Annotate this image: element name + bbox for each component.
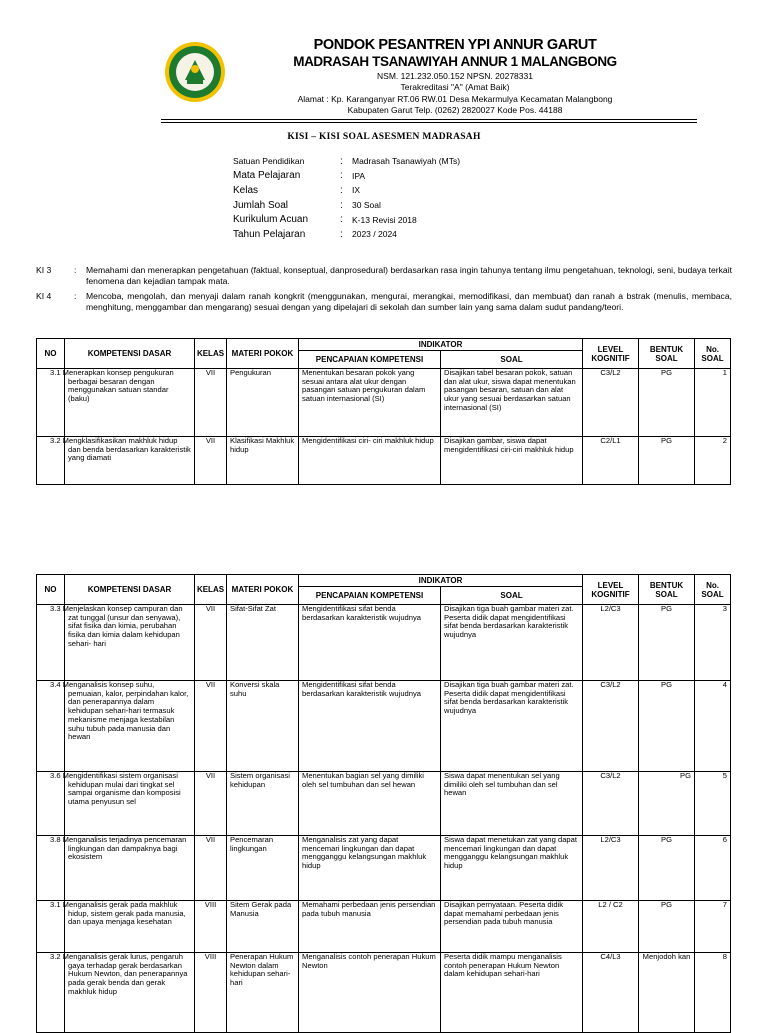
school-name: MADRASAH TSANAWIYAH ANNUR 1 MALANGBONG (293, 54, 617, 69)
info-value: 2023 / 2024 (352, 229, 397, 240)
header-no-soal: No. SOAL (695, 339, 731, 369)
ki-text: Memahami dan menerapkan pengetahuan (faktual, konseptual, danprosedural) berdasarkan rasa ingin tahunya tentang ilmu pengetahuan, teknologi, seni, budaya terkait fenomena dan kejadian tampak mata. (86, 265, 732, 286)
info-colon: : (340, 155, 343, 167)
institution-name: PONDOK PESANTREN YPI ANNUR GARUT (313, 37, 597, 53)
ki-text: Mencoba, mengolah, dan menyaji dalam ranah kongkrit (menggunakan, mengurai, merangkai, memodifikasi, dan membuat) dan ranah a bstrak (menulis, membaca, menghitung, menggambar dan mengarang) sesuai dengan yang dipelajari di sekolah dan sumber lain yang sama dalam sudut pandang/teori. (86, 291, 732, 312)
no-soal-cell: 7 (695, 901, 731, 953)
materi-cell: Pencemaran lingkungan (227, 836, 299, 901)
bentuk-cell: PG (639, 836, 695, 901)
header-pencapaian: PENCAPAIAN KOMPETENSI (299, 587, 441, 605)
no-soal-cell: 8 (695, 953, 731, 1033)
no-soal-cell: 4 (695, 681, 731, 772)
materi-cell: Konversi skala suhu (227, 681, 299, 772)
level-cell: C3/L2 (583, 681, 639, 772)
level-cell: C4/L3 (583, 953, 639, 1033)
row-no-cell (37, 836, 65, 901)
no-soal-cell: 5 (695, 772, 731, 836)
info-label: Kelas (233, 184, 259, 196)
table-row (37, 681, 731, 772)
materi-cell: Sitem Gerak pada Manusia (227, 901, 299, 953)
info-row (233, 154, 460, 169)
kompetensi-dasar-cell: 3.4 Menganalisis konsep suhu, pemuaian, kalor, perpindahan kalor, dan penerapannya dalam kehidupan sehari-hari termasuk mekanisme menjaga kestabilan suhu tubuh pada manusia dan hewan (65, 681, 195, 772)
header-pencapaian: PENCAPAIAN KOMPETENSI (299, 351, 441, 369)
row-no-cell (37, 605, 65, 681)
header-kompetensi-dasar: KOMPETENSI DASAR (65, 339, 195, 369)
kelas-cell: VII (195, 772, 227, 836)
kompetensi-dasar-cell: 3.6 Mengidentifikasi sistem organisasi kehidupan mulai dari tingkat sel sampai organisme dan komposisi utama penyusun sel (65, 772, 195, 836)
ki-4 (36, 291, 732, 312)
bentuk-cell: PG (639, 369, 695, 437)
ki-colon: : (74, 265, 77, 275)
materi-cell: Klasifikasi Makhluk hidup (227, 437, 299, 485)
info-label: Tahun Pelajaran (233, 228, 306, 240)
soal-cell: Siswa dapat menentukan sel yang dimiliki oleh sel tumbuhan dan sel hewan (441, 772, 583, 836)
ki-code: KI 3 (36, 265, 52, 275)
kompetensi-dasar-cell: 3.8 Menganalisis terjadinya pencemaran lingkungan dan dampaknya bagi ekosistem (65, 836, 195, 901)
soal-cell: Disajikan gambar, siswa dapat mengidentifikasi ciri-ciri makhluk hidup (441, 437, 583, 485)
bentuk-cell: PG (639, 605, 695, 681)
info-colon: : (340, 199, 343, 211)
kelas-cell: VII (195, 836, 227, 901)
header-bentuk-soal: BENTUK SOAL (639, 575, 695, 605)
info-label: Jumlah Soal (233, 199, 289, 211)
info-colon: : (340, 170, 343, 182)
info-value: K-13 Revisi 2018 (352, 214, 417, 225)
info-colon: : (340, 184, 343, 196)
header-no: NO (37, 339, 65, 369)
level-cell: L2/C3 (583, 836, 639, 901)
table-row (37, 901, 731, 953)
soal-cell: Disajikan tabel besaran pokok, satuan dan alat ukur, siswa dapat menentukan pasangan besaran, satuan dan alat ukur yang sesuai berdasarkan satuan internasional (SI) (441, 369, 583, 437)
pencapaian-cell: Menentukan besaran pokok yang sesuai antara alat ukur dengan pasangan satuan pengukuran dalam satuan internasional (SI) (299, 369, 441, 437)
materi-cell: Pengukuran (227, 369, 299, 437)
header-level-kognitif: LEVEL KOGNITIF (583, 575, 639, 605)
soal-cell: Peserta didik mampu menganalisis contoh penerapan Hukum Newton dalam kehidupan sehari-hari (441, 953, 583, 1033)
header-materi-pokok: MATERI POKOK (227, 575, 299, 605)
info-row (233, 212, 460, 227)
info-value: Madrasah Tsanawiyah (MTs) (352, 156, 461, 167)
table-row (37, 836, 731, 901)
row-no-cell (37, 369, 65, 437)
level-cell: C3/L2 (583, 772, 639, 836)
header-no: NO (37, 575, 65, 605)
kisi-table-1 (36, 338, 731, 485)
info-colon: : (340, 228, 343, 240)
info-row (233, 183, 460, 198)
soal-cell: Siswa dapat menetukan zat yang dapat mencemari lingkungan dan dapat mengganggu kelangsungan makhluk hidup (441, 836, 583, 901)
table-row (37, 953, 731, 1033)
header-bentuk-soal: BENTUK SOAL (639, 339, 695, 369)
header-materi-pokok: MATERI POKOK (227, 339, 299, 369)
header-kompetensi-dasar: KOMPETENSI DASAR (65, 575, 195, 605)
ki-3 (36, 265, 732, 286)
document-title: KISI – KISI SOAL ASESMEN MADRASAH (287, 132, 481, 142)
no-soal-cell: 2 (695, 437, 731, 485)
info-value: IPA (352, 170, 366, 181)
info-row (233, 198, 460, 213)
header-soal: SOAL (441, 587, 583, 605)
level-cell: L2/C3 (583, 605, 639, 681)
header-soal: SOAL (441, 351, 583, 369)
kompetensi-dasar-cell: 3.2 Menganalisis gerak lurus, pengaruh gaya terhadap gerak berdasarkan Hukum Newton, dan penerapannya pada gerak benda dan gerak makhluk hidup (65, 953, 195, 1033)
table-row (37, 437, 731, 485)
materi-cell: Penerapan Hukum Newton dalam kehidupan sehari-hari (227, 953, 299, 1033)
kompetensi-dasar-cell: 3.1 Menganalisis gerak pada makhluk hidup, sistem gerak pada manusia, dan upaya menjaga kesehatan (65, 901, 195, 953)
kompetensi-dasar-cell: 3.2 Mengklasifikasikan makhluk hidup dan benda berdasarkan karakteristik yang diamati (65, 437, 195, 485)
level-cell: C3/L2 (583, 369, 639, 437)
info-row (233, 227, 460, 242)
school-contact: Kabupaten Garut Telp. (0262) 2820027 Kode Pos. 44188 (347, 105, 563, 115)
kisi-table-2 (36, 574, 731, 1033)
table-row (37, 605, 731, 681)
info-label: Satuan Pendidikan (233, 156, 305, 167)
info-value: IX (352, 185, 361, 196)
pencapaian-cell: Menentukan bagian sel yang dimiliki oleh sel tumbuhan dan sel hewan (299, 772, 441, 836)
header-divider (161, 122, 697, 123)
pencapaian-cell: Mengidentifikasi sifat benda berdasarkan karakteristik wujudnya (299, 681, 441, 772)
kelas-cell: VIII (195, 901, 227, 953)
kelas-cell: VII (195, 681, 227, 772)
kelas-cell: VII (195, 437, 227, 485)
bentuk-cell: PG (639, 437, 695, 485)
kompetensi-dasar-cell: 3.3 Menjelaskan konsep campuran dan zat tunggal (unsur dan senyawa), sifat fisika dan kimia, perubahan fisika dan kimia dalam kehidupan sehari- hari (65, 605, 195, 681)
soal-cell: Disajikan tiga buah gambar materi zat. Peserta didik dapat mengidentifikasi sifat benda berdasarkan karakteristik wujudnya (441, 681, 583, 772)
row-no-cell (37, 681, 65, 772)
kelas-cell: VIII (195, 953, 227, 1033)
bentuk-cell: PG (639, 901, 695, 953)
info-row (233, 169, 460, 184)
kelas-cell: VII (195, 369, 227, 437)
info-block (233, 154, 460, 242)
info-label: Mata Pelajaran (233, 170, 301, 182)
header-kelas: KELAS (195, 575, 227, 605)
table-row (37, 369, 731, 437)
table-row (37, 772, 731, 836)
info-colon: : (340, 214, 343, 226)
school-accreditation: Terakreditasi "A" (Amat Baik) (400, 82, 510, 92)
row-no-cell (37, 772, 65, 836)
soal-cell: Disajikan tiga buah gambar materi zat. Peserta didik dapat mengidentifikasi sifat benda berdasarkan karakteristik wujudnya (441, 605, 583, 681)
kompetensi-dasar-cell: 3.1 Menerapkan konsep pengukuran berbagai besaran dengan menggunakan satuan standar (baku) (65, 369, 195, 437)
school-logo-icon (163, 40, 227, 104)
no-soal-cell: 6 (695, 836, 731, 901)
no-soal-cell: 1 (695, 369, 731, 437)
header-kelas: KELAS (195, 339, 227, 369)
bentuk-cell: PG (639, 772, 695, 836)
document-header (0, 0, 768, 125)
no-soal-cell: 3 (695, 605, 731, 681)
pencapaian-cell: Menganalisis zat yang dapat mencemari lingkungan dan dapat mengganggu kelangsungan makhluk hidup (299, 836, 441, 901)
school-nsm: NSM. 121.232.050.152 NPSN. 20278331 (377, 71, 533, 81)
kelas-cell: VII (195, 605, 227, 681)
header-indikator: INDIKATOR (299, 339, 583, 351)
info-label: Kurikulum Acuan (233, 214, 309, 226)
header-divider (161, 119, 697, 120)
materi-cell: Sistem organisasi kehidupan (227, 772, 299, 836)
school-address: Alamat : Kp. Karanganyar RT.06 RW.01 Desa Mekarmulya Kecamatan Malangbong (297, 94, 613, 104)
header-indikator: INDIKATOR (299, 575, 583, 587)
bentuk-cell: Menjodoh kan (639, 953, 695, 1033)
ki-code: KI 4 (36, 291, 52, 301)
header-level-kognitif: LEVEL KOGNITIF (583, 339, 639, 369)
ki-colon: : (74, 291, 77, 301)
level-cell: C2/L1 (583, 437, 639, 485)
pencapaian-cell: Memahami perbedaan jenis persendian pada tubuh manusia (299, 901, 441, 953)
soal-cell: Disajikan pernyataan. Peserta didik dapat memahami perbedaan jenis persendian pada tubuh manusia (441, 901, 583, 953)
pencapaian-cell: Menganalisis contoh penerapan Hukum Newton (299, 953, 441, 1033)
level-cell: L2 / C2 (583, 901, 639, 953)
pencapaian-cell: Mengidentifikasi sifat benda berdasarkan karakteristik wujudnya (299, 605, 441, 681)
row-no-cell (37, 953, 65, 1033)
info-value: 30 Soal (352, 200, 381, 211)
bentuk-cell: PG (639, 681, 695, 772)
pencapaian-cell: Mengidentifikasi ciri- ciri makhluk hidup (299, 437, 441, 485)
header-no-soal: No. SOAL (695, 575, 731, 605)
materi-cell: Sifat-Sifat Zat (227, 605, 299, 681)
